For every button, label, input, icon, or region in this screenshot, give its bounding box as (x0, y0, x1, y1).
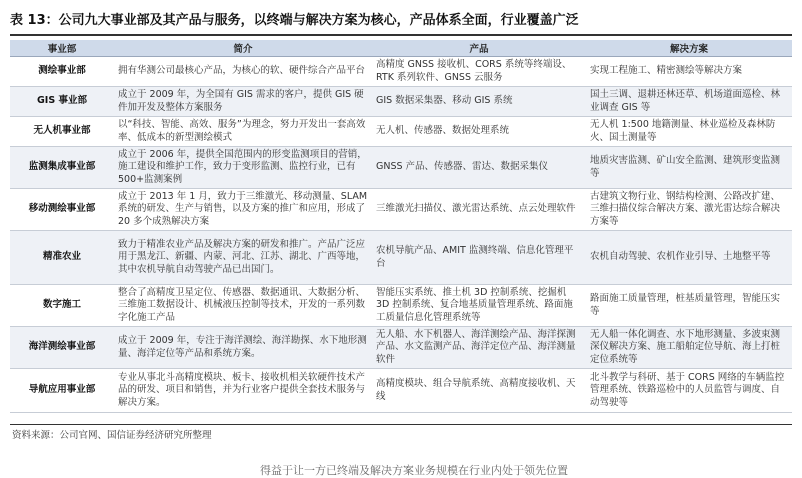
table-row (10, 57, 792, 87)
table-bottom-rule (10, 424, 792, 425)
table-row (10, 117, 792, 147)
dept-cell: 导航应用事业部 (10, 369, 114, 413)
dept-cell: 无人机事业部 (10, 117, 114, 147)
intro-cell: 整合了高精度卫星定位、传感器、数据通讯、大数据分析、三维施工数据设计、机械液压控制等技术，开发的一系列数字化施工产品 (114, 285, 372, 327)
solutions-cell: 实现工程施工、精密测绘等解决方案 (586, 57, 792, 87)
products-cell: 三维激光扫描仪、激光雷达系统、点云处理软件 (372, 189, 586, 231)
dept-cell: 监测集成事业部 (10, 147, 114, 189)
title-rule (10, 34, 792, 36)
table-row (10, 285, 792, 327)
solutions-cell: 北斗教学与科研、基于 CORS 网络的车辆监控管理系统、铁路巡检中的人员监管与调度、自动驾驶等 (586, 369, 792, 413)
solutions-cell: 国土三调、退耕还林还草、机场道面巡检、林业调查 GIS 等 (586, 87, 792, 117)
table-row (10, 147, 792, 189)
solutions-cell: 地质灾害监测、矿山安全监测、建筑形变监测等 (586, 147, 792, 189)
header-products: 产品 (372, 40, 586, 57)
business-units-table (10, 40, 792, 413)
products-cell: 无人船、水下机器人、海洋测绘产品、海洋探测产品、水文监测产品、海洋定位产品、海洋测量软件 (372, 327, 586, 369)
products-cell: 高精度 GNSS 接收机、CORS 系统等终端设、RTK 系列软件、GNSS 云服务 (372, 57, 586, 87)
intro-cell: 以“科技、智能、高效、服务”为理念，努力开发出一套高效率、低成本的新型测绘模式 (114, 117, 372, 147)
dept-cell: 数字施工 (10, 285, 114, 327)
products-cell: 农机导航产品、AMIT 监测终端、信息化管理平台 (372, 231, 586, 285)
solutions-cell: 古建筑文物行业、钢结构检测、公路改扩建、三维扫描仪综合解决方案、激光雷达综合解决方案等 (586, 189, 792, 231)
intro-cell: 拥有华测公司最核心产品，为核心的软、硬件综合产品平台 (114, 57, 372, 87)
header-solutions: 解决方案 (586, 40, 792, 57)
products-cell: GIS 数据采集器、移动 GIS 系统 (372, 87, 586, 117)
solutions-cell: 无人船一体化调查、水下地形测量、多波束测深仪解决方案、施工船舶定位导航、海上打桩定位系统等 (586, 327, 792, 369)
intro-cell: 致力于精准农业产品及解决方案的研发和推广。产品广泛应用于黑龙江、新疆、内蒙、河北、江苏、湖北、广西等地，其中农机导航自动驾驶产品已出国门。 (114, 231, 372, 285)
table-row (10, 87, 792, 117)
products-cell: 无人机、传感器、数据处理系统 (372, 117, 586, 147)
intro-cell: 成立于 2009 年，专注于海洋测绘、海洋勘探、水下地形测量、海洋定位等产品和系统方案。 (114, 327, 372, 369)
table-row (10, 231, 792, 285)
intro-cell: 成立于 2006 年，提供全国范围内的形变监测项目的营销，施工建设和维护工作，致力于变形监测、监控行业，已有 500+监测案例 (114, 147, 372, 189)
dept-cell: 精准农业 (10, 231, 114, 285)
source-note: 资料来源：公司官网、国信证券经济研究所整理 (12, 430, 212, 441)
table-row (10, 327, 792, 369)
products-cell: 高精度模块、组合导航系统、高精度接收机、天线 (372, 369, 586, 413)
dept-cell: GIS 事业部 (10, 87, 114, 117)
products-cell: GNSS 产品、传感器、雷达、数据采集仪 (372, 147, 586, 189)
table-title: 表 13：公司九大事业部及其产品与服务，以终端与解决方案为核心，产品体系全面，行业覆盖广泛 (10, 13, 579, 28)
table-row (10, 369, 792, 413)
table-header-row (10, 40, 792, 57)
dept-cell: 移动测绘事业部 (10, 189, 114, 231)
solutions-cell: 无人机 1:500 地籍测量、林业巡检及森林防火、国土测量等 (586, 117, 792, 147)
body-text-partial: 得益于让一方已终端及解决方案业务规模在行业内处于领先位置 (260, 464, 568, 477)
dept-cell: 海洋测绘事业部 (10, 327, 114, 369)
dept-cell: 测绘事业部 (10, 57, 114, 87)
solutions-cell: 路面施工质量管理，桩基质量管理，智能压实等 (586, 285, 792, 327)
intro-cell: 成立于 2009 年，为全国有 GIS 需求的客户，提供 GIS 硬件加开发及整体方案服务 (114, 87, 372, 117)
solutions-cell: 农机自动驾驶、农机作业引导、土地整平等 (586, 231, 792, 285)
intro-cell: 专业从事北斗高精度模块、板卡、接收机相关软硬件技术产品的研发、项目和销售，并为行业客户提供全套技术服务与解决方案。 (114, 369, 372, 413)
header-intro: 简介 (114, 40, 372, 57)
intro-cell: 成立于 2013 年 1 月，致力于三维激光、移动测量、SLAM 系统的研发、生产与销售，以及方案的推广和应用，形成了 20 多个成熟解决方案 (114, 189, 372, 231)
header-dept: 事业部 (10, 40, 114, 57)
table-row (10, 189, 792, 231)
products-cell: 智能压实系统、推土机 3D 控制系统、挖掘机 3D 控制系统、复合地基质量管理系统、路面施工质量信息化管理系统等 (372, 285, 586, 327)
